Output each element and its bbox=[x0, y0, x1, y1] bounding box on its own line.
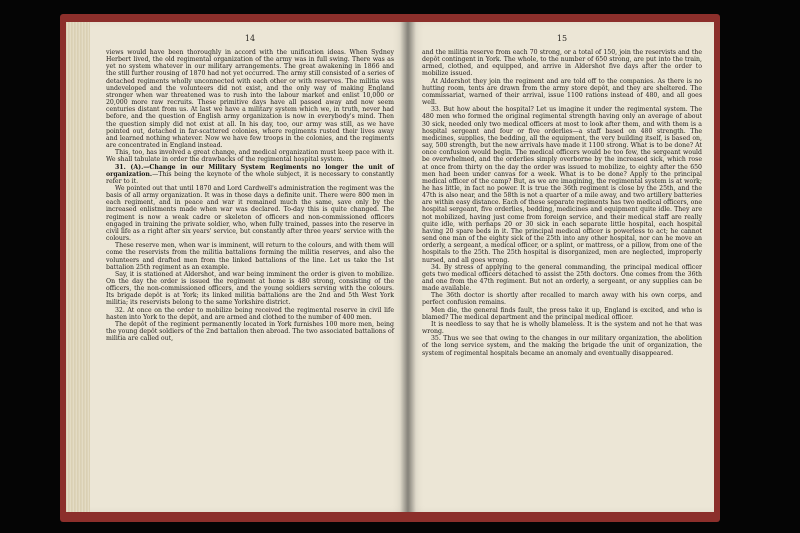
right-page-text bbox=[422, 49, 702, 357]
paragraph bbox=[422, 307, 702, 321]
paragraph-text: It is needless to say that he is wholly blameless. It is the system and not he that was wrong. bbox=[422, 320, 702, 336]
paragraph-text: views would have been thoroughly in accord with the unification ideas. When Sydney Herbert lived, the old regimental organization of the army was in full swing. There was as yet no system whatever in our military arrangements. The great awakening in 1866 and the still further rousing of 1870 had not yet occurred. The army still consisted of a series of detached regiments wholly unconnected with each other or with reserves. The militia was undeveloped and the volunteers did not exist, and the only way of making England stronger when war threatened was to rush into the labour market and enlist 10,000 or 20,000 more raw recruits. These primitive days have all passed away and now seem centuries distant from us. At last we have a military system which we, in truth, never had before, and the question of English army organization is now in everybody's mind. Then the question simply did not exist at all. In his day, too, our army was still, as we have pointed out, detached in far-scattered colonies, where regiments rusted their lives away and learned nothing whatever. Now we have few troops in the colonies, and the regiments are concentrated in England instead. bbox=[106, 49, 394, 150]
paragraph-text: 35. Thus we see that owing to the changes in our military organization, the abolition of the long service system, and the making the brigade the unit of organization, the system of regimental hospitals became an anomaly and eventually disappeared. bbox=[422, 335, 702, 357]
paragraph-text: 33. But how about the hospital? Let us imagine it under the regimental system. The 480 men who formed the original regimental strength having only an average of about 30 sick, needed only two medical officers at most to look after them, and with them is a hospital sergeant and four or five orderlies—a staff based on 480 strength. The medicines, supplies, the bedding, all the equipment, the very building itself, is based on, say, 500 strength, but the new arrivals have made it 1100 strong. What is to be done? At once confusion would begin. The medical officers would be too few, the sergeant would be overwhelmed, and the orderlies simply overborne by the increased sick, which rose at once from thirty on the day the order was issued to mobilize, to eighty after the 650 men had been under canvas for a week. What is to be done? Apply to the principal medical officer of the camp? But, as we are imagining, the regimental system is at work; he has little, in fact no power. It is true the 36th regiment is close by the 25th, and the 47th is also near, and the 58th is not a quarter of a mile away, and two artillery batteries are within easy distance. Each of these separate regiments has two medical officers, one hospital sergeant, five orderlies, bedding, medicines and equipment quite idle. They are not mobilized, having just come from foreign service, and their medical staff are really quite idle, with perhaps 20 or 30 sick in each separate little hospital, each hospital having 20 spare beds in it. The principal medical officer is powerless to act; he cannot send one man of the eighty sick of the 25th into any other hospital, nor can he move an orderly, a sergeant, a medical officer, or a splint, or mattress, or a pillow, from one of the hospitals to the 25th. The 25th hospital is disorganized, men are neglected, improperly nursed, and all goes wrong. bbox=[422, 106, 702, 264]
left-page bbox=[90, 22, 408, 512]
paragraph-text: Men die, the general finds fault, the press take it up, England is excited, and who is blamed? The medical department and the principal medical officer. bbox=[422, 306, 702, 321]
right-page bbox=[408, 22, 714, 512]
paragraph bbox=[106, 307, 394, 321]
left-page-text bbox=[106, 49, 394, 342]
right-page-number: 15 bbox=[556, 34, 568, 43]
paragraph bbox=[106, 149, 394, 163]
paragraph bbox=[422, 106, 702, 263]
paragraph bbox=[422, 321, 702, 335]
paragraph bbox=[106, 164, 394, 185]
paragraph bbox=[106, 321, 394, 342]
paragraph bbox=[422, 264, 702, 293]
book-spine bbox=[400, 22, 416, 512]
paragraph bbox=[106, 242, 394, 271]
left-page-number: 14 bbox=[244, 34, 256, 43]
paragraph bbox=[422, 335, 702, 356]
paragraph-text: Say, it is stationed at Aldershot, and war being imminent the order is given to mobilize. On the day the order is issued the regiment at home is 480 strong, consisting of the officers, the non-commissioned officers, and the young soldiers serving with the colours. Its brigade depôt is at York; its linked militia battalions are the 2nd and 5th West York militia; its reservists belong to the same Yorkshire district. bbox=[106, 270, 394, 307]
paragraph bbox=[106, 271, 394, 307]
paragraph bbox=[422, 49, 702, 78]
paragraph bbox=[422, 292, 702, 306]
paragraph bbox=[422, 78, 702, 107]
paragraph-text: —This being the keynote of the whole subject, it is necessary to constantly refer to it. bbox=[106, 170, 394, 185]
paragraph-text: We pointed out that until 1870 and Lord Cardwell's administration the regiment was the basis of all army organization. It was in those days a definite unit. There were 800 men in each regiment, and in peace and war it remained much the same, save only by the increased enlistments made when war was declared. To-day this is quite changed. The regiment is now a weak cadre or skeleton of officers and non-commissioned officers engaged in training the private soldier, who, when fully trained, passes into the reserve in civil life as a right after six years' service, but constantly after three years' service with the colours. bbox=[106, 184, 394, 243]
paragraph bbox=[106, 49, 394, 149]
page-edges bbox=[66, 22, 92, 512]
paragraph-text: This, too, has involved a great change, and medical organization must keep pace with it. We shall tabulate in order the drawbacks of the regimental hospital system. bbox=[106, 149, 394, 164]
paragraph-text: These reserve men, when war is imminent, will return to the colours, and with them will come the reservists from the militia battalions forming the militia reserves, and also the volunteers and drafted men from the linked battalions of the line. Let us take the 1st battalion 25th regiment as an example. bbox=[106, 242, 394, 271]
paragraph-text: At Aldershot they join the regiment and are told off to the companies. As there is no hutting room, tents are drawn from the army store depôt, and they are sheltered. The commissariat, warned of their arrival, issue 1100 rations instead of 480, and all goes well. bbox=[422, 77, 702, 107]
paragraph-text: and the militia reserve from each 70 strong, or a total of 150, join the reservists and the depôt contingent in York. The whole, to the number of 650 strong, are put into the train, armed, clothed, and equipped, and arrive in Aldershot five days after the order to mobilize issued. bbox=[422, 49, 702, 78]
paragraph-text: The depôt of the regiment permanently located in York furnishes 100 more men, being the young depôt soldiers of the 2nd battalion then abroad. The two associated battalions of militia are called out, bbox=[106, 320, 394, 343]
paragraph-text: 32. At once on the order to mobilize being received the regimental reserve in civil life hasten into York to the depôt, and are armed and clothed to the number of 400 men. bbox=[106, 306, 394, 321]
paragraph-text: 34. By stress of applying to the general commanding, the principal medical officer gets two medical officers detached to assist the 25th doctors. One comes from the 36th and one from the 47th regiment. But not an orderly, a sergeant, or any supplies can be made available. bbox=[422, 263, 702, 293]
paragraph bbox=[106, 185, 394, 242]
paragraph-text: The 36th doctor is shortly after recalled to march away with his own corps, and perfect confusion remains. bbox=[422, 292, 702, 307]
section-heading: 31. (A).—Change in our Military System Regiments no longer the unit of organization. bbox=[106, 163, 394, 178]
